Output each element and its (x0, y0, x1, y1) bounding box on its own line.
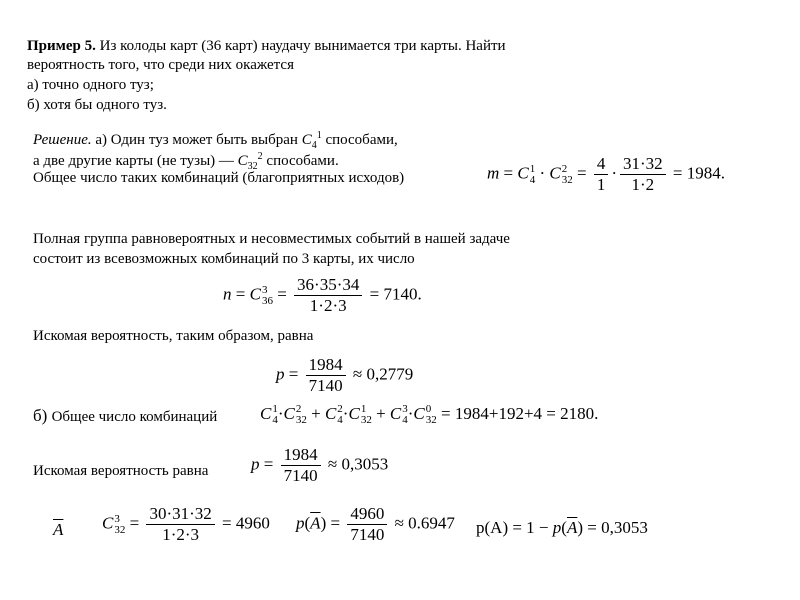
solution-text-2-end: способами. (266, 153, 339, 169)
fraction (294, 276, 362, 315)
sup: 2 (337, 403, 343, 416)
denominator: 1·2·3 (309, 296, 347, 315)
denominator: 7140 (283, 466, 318, 485)
sub: 4 (337, 414, 343, 427)
sub: 32 (360, 414, 372, 427)
part-b-label (33, 406, 217, 426)
formula-p2: p = $\frac{1984}{7140}$ ≈ 0,3053 (251, 445, 389, 485)
numerator: 30·31·32 (146, 505, 214, 525)
event-a-bar: $\overline{A}$ (310, 513, 321, 533)
part-b-text: Общее число комбинаций (51, 409, 218, 425)
formula-m: m = C 1 4 · C 2 32 = $\frac{4}{1}$ · $\frac{31\cdot 32}{1\cdot 2}$ = 1984. (487, 154, 726, 194)
sup: 3 (402, 403, 408, 416)
var-m: m (487, 163, 500, 183)
solution-text-2: а две другие карты (не тузы) — (33, 153, 234, 169)
denominator: 7140 (350, 525, 385, 544)
denominator: 1 (596, 175, 606, 194)
numerator: 31·32 (620, 155, 666, 175)
fraction (281, 446, 321, 485)
numerator: 4960 (347, 505, 387, 525)
problem-line-1 (27, 37, 506, 55)
var-n: n (223, 284, 232, 304)
paragraph-4: Искомая вероятность равна (33, 463, 209, 479)
sub: 32 (561, 173, 573, 186)
fraction (146, 505, 214, 544)
sub: 32 (425, 414, 437, 427)
sub: 4 (529, 173, 536, 186)
event-complement (53, 520, 63, 540)
result: 7140. (383, 284, 422, 304)
denominator: 1·2 (631, 175, 655, 194)
result: 0.6947 (408, 513, 455, 533)
numerator: 4 (594, 155, 609, 175)
problem-line-2: вероятность того, что среди них окажется (27, 57, 294, 73)
formula-p-complement: $p(\overline{A})$ = $\frac{4960}{7140}$ ≈ 0.6947 (296, 504, 455, 544)
problem-item-a: а) точно одного туз; (27, 77, 154, 93)
result: 1984+192+4 = 2180. (454, 404, 599, 423)
sub: 32 (114, 523, 126, 536)
sup: 1 (360, 403, 367, 416)
problem-label: Пример 5. (27, 38, 96, 54)
solution-text-1-end: способами, (325, 132, 398, 148)
result: 0,2779 (366, 364, 414, 384)
part-b-marker: б) (33, 406, 48, 425)
numerator: 1984 (281, 446, 321, 466)
event-a-bar: $\overline{A}$ (53, 520, 64, 539)
combination-symbol: C (301, 132, 312, 148)
var-p: p (251, 454, 260, 474)
superscript: 1 (316, 130, 322, 141)
sub: 36 (261, 294, 273, 307)
fraction (620, 155, 666, 194)
solution-line-3: Общее число таких комбинаций (благоприятных исходов) (33, 170, 405, 186)
fraction (594, 155, 609, 194)
formula-total: C 1 4 ·C 2 32 + C 2 4 ·C 1 32 + C 3 4 ·C 0 32 = 1984+192+4 = 2180. (260, 403, 599, 427)
solution-label: Решение. (33, 132, 92, 148)
result: 1984. (686, 163, 726, 183)
sup: 0 (425, 403, 432, 416)
superscript: 2 (257, 151, 263, 162)
result: 4960 (235, 513, 270, 533)
sub: 32 (295, 414, 307, 427)
sup: 1 (529, 162, 536, 175)
fraction (347, 505, 387, 544)
combination-symbol: C (237, 153, 248, 169)
paragraph-3: Искомая вероятность, таким образом, равна (33, 328, 314, 344)
sup: 3 (114, 512, 120, 525)
paragraph-2-line-1: Полная группа равновероятных и несовместимых событий в нашей задаче (33, 231, 510, 247)
final-lhs: p(A) = 1 − (476, 518, 549, 537)
solution-text-1: а) Один туз может быть выбран (95, 132, 298, 148)
result: 0,3053 (341, 454, 389, 474)
sup: 1 (272, 403, 278, 416)
sub: 4 (272, 414, 278, 427)
formula-p1: p = $\frac{1984}{7140}$ ≈ 0,2779 (276, 355, 414, 395)
denominator: 7140 (308, 376, 343, 395)
sup: 2 (561, 162, 568, 175)
fraction (306, 356, 346, 395)
numerator: 1984 (306, 356, 346, 376)
var-p: p (276, 364, 285, 384)
formula-n: n = C 3 36 = $\frac{36\cdot 35\cdot 34}{1\cdot 2\cdot 3}$ = 7140. (223, 275, 422, 315)
paragraph-2-line-2: состоит из всевозможных комбинаций по 3 карты, их число (33, 251, 415, 267)
subscript: 32 (247, 161, 258, 172)
formula-final: $p(A) = 1 - p(\overline{A}) = 0,3053$ (476, 518, 648, 537)
problem-text-1: Из колоды карт (36 карт) наудачу вынимается три карты. Найти (99, 38, 506, 54)
formula-complement-count: C 3 32 = $\frac{30\cdot 31\cdot 32}{1\cdot 2\cdot 3}$ = 4960 (102, 504, 270, 544)
problem-item-b: б) хотя бы одного туз. (27, 97, 167, 113)
sub: 4 (402, 414, 408, 427)
denominator: 1·2·3 (162, 525, 200, 544)
sup: 2 (295, 403, 302, 416)
numerator: 36·35·34 (294, 276, 362, 296)
subscript: 4 (311, 140, 317, 151)
result: 0,3053 (601, 518, 648, 537)
sup: 3 (261, 283, 268, 296)
event-a-bar: $\overline{A}$ (566, 518, 578, 537)
